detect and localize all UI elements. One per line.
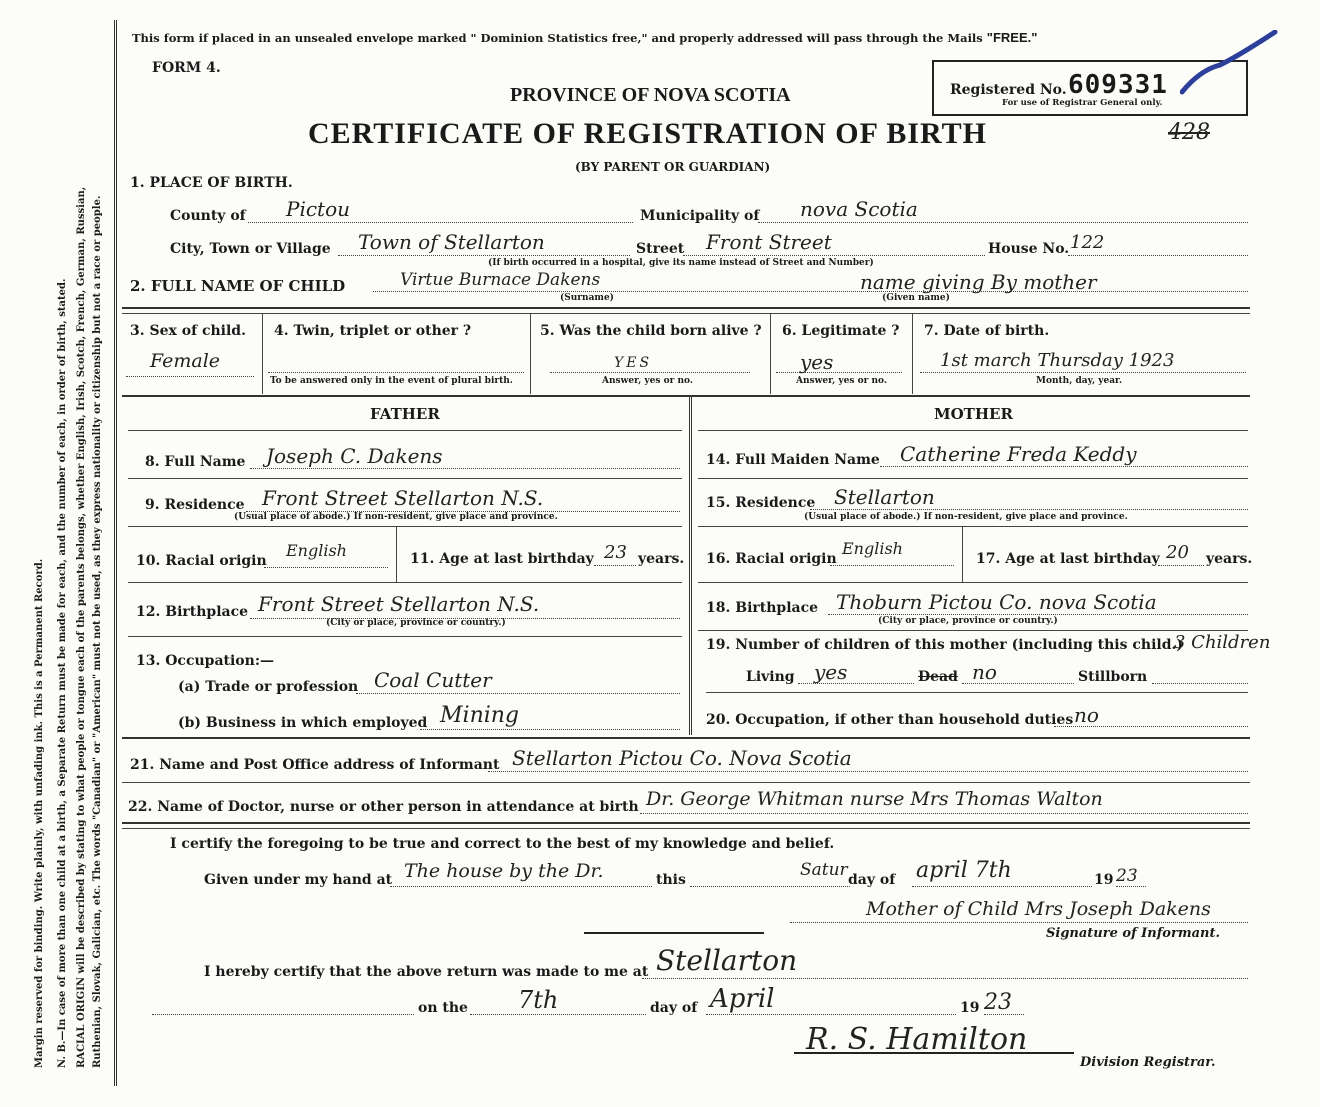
city-label: City, Town or Village bbox=[170, 241, 331, 257]
twin-note: To be answered only in the event of plural birth. bbox=[270, 376, 513, 386]
doctor-label: 22. Name of Doctor, nurse or other person in attendance at birth bbox=[128, 799, 639, 815]
municipality-value: nova Scotia bbox=[800, 197, 918, 221]
registered-number: 609331 bbox=[1068, 70, 1168, 100]
child-name-label: 2. FULL NAME OF CHILD bbox=[130, 277, 346, 295]
informant-value: Stellarton Pictou Co. Nova Scotia bbox=[512, 746, 852, 770]
county-value: Pictou bbox=[286, 197, 351, 221]
year-value: 23 bbox=[1116, 866, 1138, 886]
father-racial: English bbox=[286, 541, 347, 560]
alive-label: 5. Was the child born alive ? bbox=[540, 323, 762, 339]
registrar-signature: R. S. Hamilton bbox=[806, 1022, 1028, 1057]
house-value: 122 bbox=[1070, 232, 1105, 253]
business-label: (b) Business in which employed bbox=[178, 715, 428, 731]
day-suffix: day of bbox=[848, 872, 896, 888]
informant-label: 21. Name and Post Office address of Informant bbox=[130, 757, 500, 773]
mother-occupation: no bbox=[1074, 703, 1099, 727]
registrar-place: Stellarton bbox=[656, 944, 798, 977]
trade-value: Coal Cutter bbox=[374, 668, 492, 692]
certificate-subtitle: (BY PARENT OR GUARDIAN) bbox=[575, 160, 771, 174]
sex-value: Female bbox=[150, 350, 221, 372]
legitimate-note: Answer, yes or no. bbox=[796, 376, 887, 386]
ink-check-mark bbox=[1180, 30, 1280, 100]
father-birthplace: Front Street Stellarton N.S. bbox=[258, 592, 540, 616]
alive-value: YES bbox=[614, 355, 653, 371]
dead-label: Dead bbox=[918, 669, 958, 685]
business-value: Mining bbox=[440, 703, 520, 728]
free-label: "FREE." bbox=[986, 30, 1038, 45]
hospital-note: (If birth occurred in a hospital, give its name instead of Street and Number) bbox=[488, 258, 874, 268]
father-residence-note: (Usual place of abode.) If non-resident, give place and province. bbox=[234, 512, 558, 522]
city-value: Town of Stellarton bbox=[358, 230, 545, 254]
place-of-birth-heading: 1. PLACE OF BIRTH. bbox=[130, 175, 293, 191]
county-label: County of bbox=[170, 208, 246, 224]
legitimate-label: 6. Legitimate ? bbox=[782, 323, 900, 339]
street-label: Street bbox=[636, 241, 685, 257]
mother-years: years. bbox=[1206, 551, 1253, 567]
registrar-day: 7th bbox=[518, 986, 559, 1014]
given-caption: (Given name) bbox=[882, 293, 950, 303]
certify-statement: I certify the foregoing to be true and correct to the best of my knowledge and belief. bbox=[170, 836, 835, 852]
corner-number: 428 bbox=[1168, 120, 1210, 145]
father-name: Joseph C. Dakens bbox=[266, 444, 443, 468]
mother-heading: MOTHER bbox=[934, 405, 1013, 423]
mother-racial-label: 16. Racial origin bbox=[706, 551, 837, 567]
father-name-label: 8. Full Name bbox=[145, 454, 246, 470]
mother-residence-note: (Usual place of abode.) If non-resident, give place and province. bbox=[804, 512, 1128, 522]
signature-caption: Signature of Informant. bbox=[1046, 926, 1220, 941]
house-label: House No. bbox=[988, 241, 1070, 257]
mother-residence-label: 15. Residence bbox=[706, 495, 816, 511]
father-racial-label: 10. Racial origin bbox=[136, 553, 267, 569]
father-residence: Front Street Stellarton N.S. bbox=[262, 486, 544, 510]
province-heading: PROVINCE OF NOVA SCOTIA bbox=[510, 84, 791, 106]
dob-value: 1st march Thursday 1923 bbox=[940, 350, 1175, 371]
legitimate-value: yes bbox=[800, 350, 834, 374]
doctor-value: Dr. George Whitman nurse Mrs Thomas Walton bbox=[646, 788, 1103, 810]
mother-occupation-label: 20. Occupation, if other than household duties bbox=[706, 712, 1074, 728]
day-prefix: Satur bbox=[800, 860, 848, 880]
mother-name: Catherine Freda Keddy bbox=[900, 442, 1137, 466]
registrar-year-print: 19 bbox=[960, 1000, 980, 1016]
on-the-label: on the bbox=[418, 1000, 468, 1016]
living-label: Living bbox=[746, 669, 795, 685]
stillborn-label: Stillborn bbox=[1078, 669, 1148, 685]
year-print: 19 bbox=[1094, 872, 1114, 888]
alive-note: Answer, yes or no. bbox=[602, 376, 693, 386]
child-surname: Virtue Burnace Dakens bbox=[400, 270, 601, 290]
father-age-label: 11. Age at last birthday bbox=[410, 551, 594, 567]
father-residence-label: 9. Residence bbox=[145, 497, 245, 513]
margin-rule bbox=[114, 20, 117, 1086]
child-given-name: name giving By mother bbox=[860, 270, 1097, 294]
occupation-label: 13. Occupation:— bbox=[136, 653, 274, 669]
registrar-year: 23 bbox=[984, 990, 1012, 1015]
given-label: Given under my hand at bbox=[204, 872, 393, 888]
father-birthplace-note: (City or place, province or country.) bbox=[326, 618, 506, 628]
twin-label: 4. Twin, triplet or other ? bbox=[274, 323, 472, 339]
father-heading: FATHER bbox=[370, 405, 440, 423]
margin-note-4: Ruthenian, Slovak, Galician, etc. The words "Canadian" or "American" must not be used, as they express nationality or citizenship but not a race or people. bbox=[92, 195, 103, 1068]
margin-note-2: N. B.—In case of more than one child at a birth, a Separate Return must be made for each, and the number of each, in order of birth, stated. bbox=[57, 278, 68, 1068]
dob-note: Month, day, year. bbox=[1036, 376, 1123, 386]
registered-note: For use of Registrar General only. bbox=[1002, 98, 1163, 108]
mail-notice-text: This form if placed in an unsealed envelope marked " Dominion Statistics free," and properly addressed will pass through the Mails bbox=[132, 31, 983, 45]
municipality-label: Municipality of bbox=[640, 208, 760, 224]
margin-note-3: RACIAL ORIGIN will be described by stating to what people or tongue each of the parents belongs, whether English, Irish, Scotch, French, German, Russian, bbox=[76, 186, 87, 1068]
registrar-month: April bbox=[710, 984, 775, 1014]
mother-birthplace: Thoburn Pictou Co. nova Scotia bbox=[836, 590, 1157, 614]
month-value: april 7th bbox=[916, 858, 1012, 883]
sex-label: 3. Sex of child. bbox=[130, 323, 246, 339]
mother-birthplace-label: 18. Birthplace bbox=[706, 600, 819, 616]
mother-name-label: 14. Full Maiden Name bbox=[706, 452, 880, 468]
children-count: 3 Children bbox=[1174, 632, 1271, 653]
children-count-label: 19. Number of children of this mother (including this child.) bbox=[706, 637, 1184, 653]
registered-label: Registered No. bbox=[950, 82, 1067, 98]
street-value: Front Street bbox=[706, 230, 832, 254]
mother-age: 20 bbox=[1166, 542, 1189, 563]
margin-note-1: Margin reserved for binding. Write plainly, with unfading ink. This is a Permanent Record. bbox=[34, 558, 45, 1068]
registrar-statement: I hereby certify that the above return was made to me at bbox=[204, 964, 649, 980]
registrar-caption: Division Registrar. bbox=[1080, 1055, 1216, 1070]
day-of-label: day of bbox=[650, 1000, 698, 1016]
given-place: The house by the Dr. bbox=[404, 860, 604, 882]
surname-caption: (Surname) bbox=[560, 293, 614, 303]
certificate-title: CERTIFICATE OF REGISTRATION OF BIRTH bbox=[308, 117, 987, 150]
living-value: yes bbox=[814, 660, 848, 684]
mother-age-label: 17. Age at last birthday bbox=[976, 551, 1160, 567]
informant-signature: Mother of Child Mrs Joseph Dakens bbox=[866, 898, 1211, 920]
father-years: years. bbox=[638, 551, 685, 567]
mother-residence: Stellarton bbox=[834, 485, 935, 509]
father-birthplace-label: 12. Birthplace bbox=[136, 604, 249, 620]
this-label: this bbox=[656, 872, 686, 888]
mail-notice bbox=[132, 30, 1037, 45]
father-age: 23 bbox=[604, 542, 627, 563]
mother-birthplace-note: (City or place, province or country.) bbox=[878, 616, 1058, 626]
dead-value: no bbox=[972, 660, 997, 684]
mother-racial: English bbox=[842, 539, 903, 558]
trade-label: (a) Trade or profession bbox=[178, 679, 359, 695]
dob-label: 7. Date of birth. bbox=[924, 323, 1050, 339]
form-number: FORM 4. bbox=[152, 60, 221, 76]
